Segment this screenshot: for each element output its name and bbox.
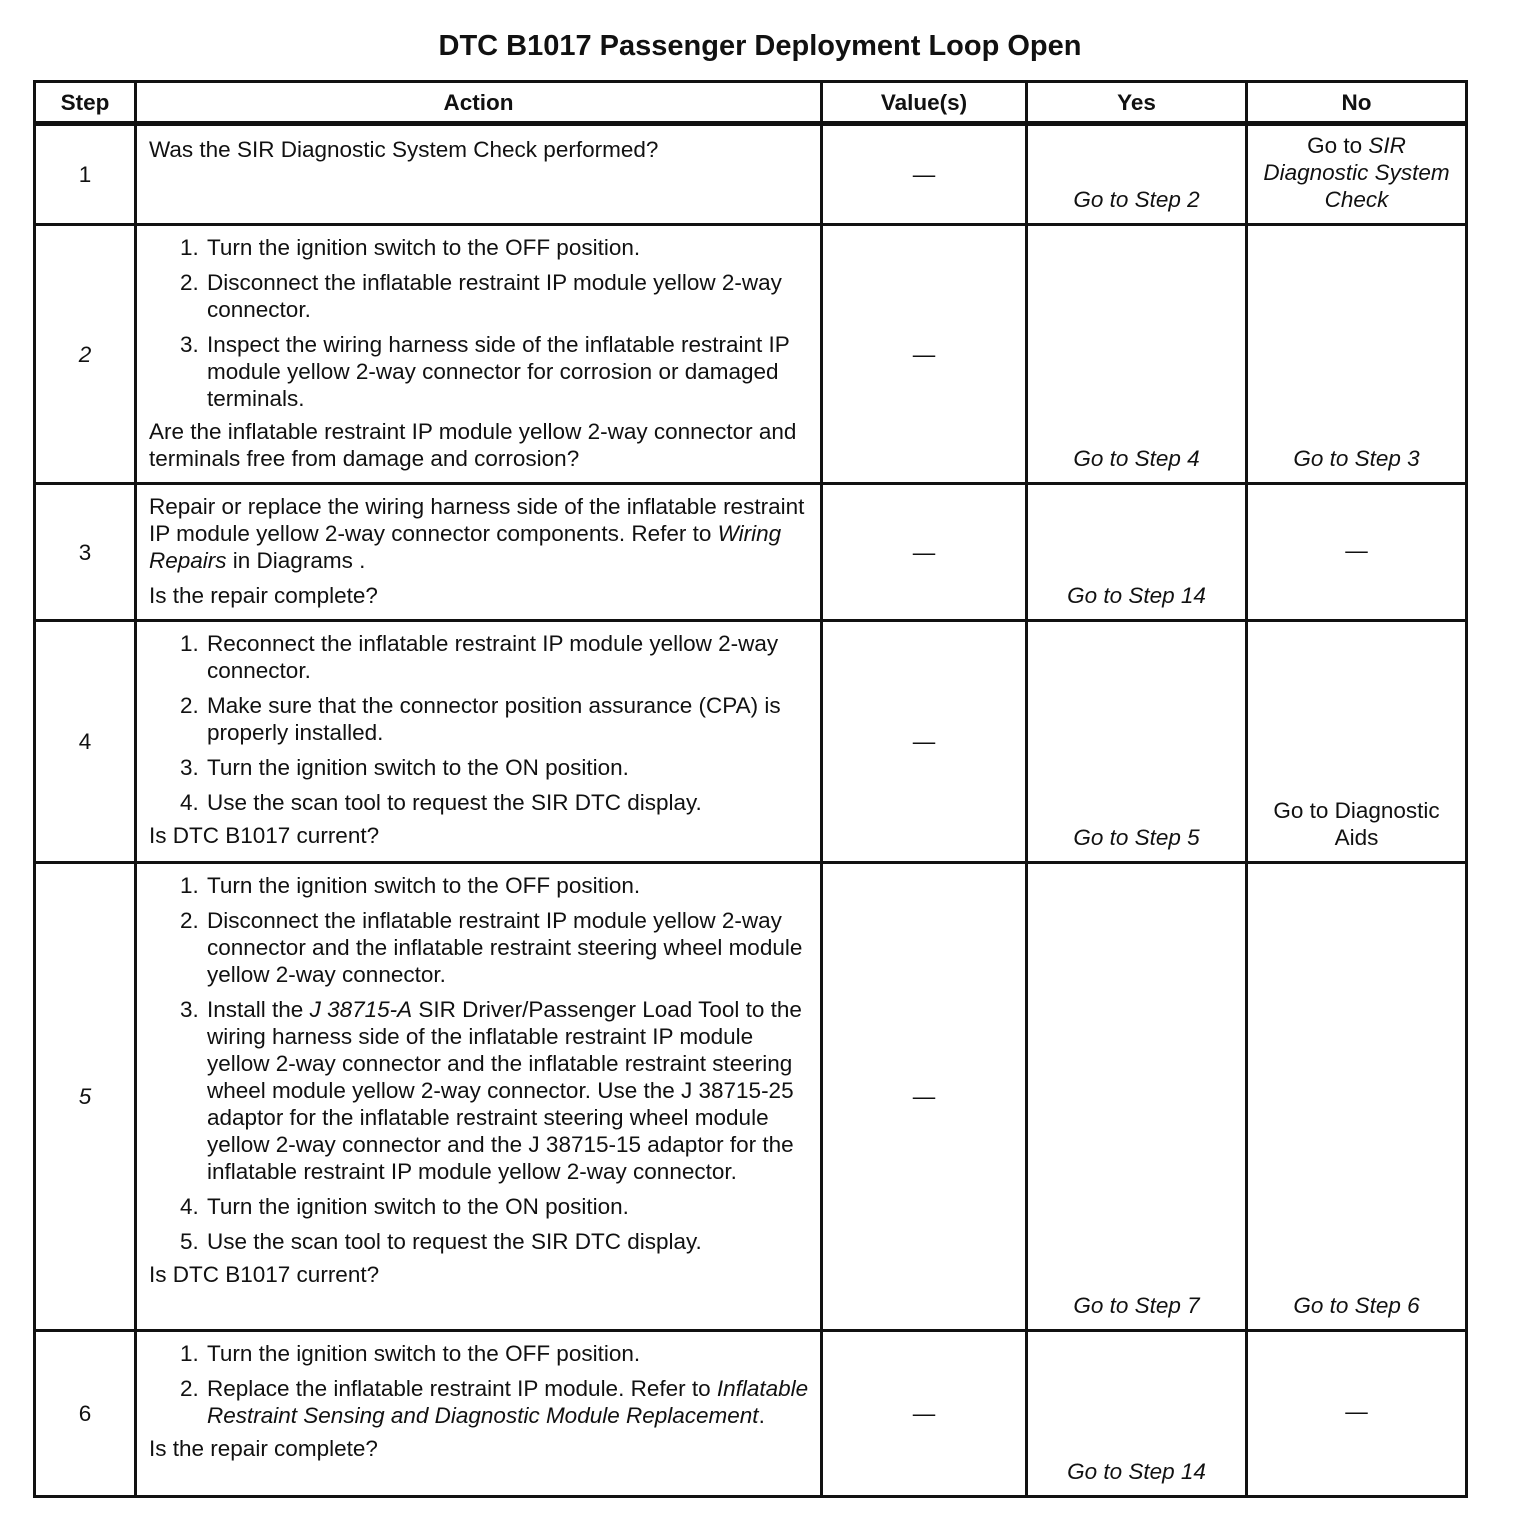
value-cell	[822, 225, 1027, 484]
action-step-item	[205, 1375, 810, 1429]
value-dash: —	[912, 729, 936, 754]
action-steps	[149, 872, 810, 1255]
action-text-part: Repair or replace the wiring harness side of the inflatable restraint IP module yellow 2-way connector components. Refer to	[149, 494, 805, 546]
step-number: 5	[35, 863, 136, 1331]
action-question: Are the inflatable restraint IP module yellow 2-way connector and terminals free from damage and corrosion?	[149, 419, 797, 471]
value-cell	[822, 124, 1027, 225]
action-step-item: 4. Use the scan tool to request the SIR DTC display.	[205, 789, 810, 816]
action-step-item: 5. Use the scan tool to request the SIR DTC display.	[205, 1228, 810, 1255]
value-cell	[822, 863, 1027, 1331]
header-action: Action	[136, 82, 822, 124]
yes-cell: Go to Step 2	[1027, 124, 1247, 225]
action-text-link: Wiring Repairs	[149, 521, 782, 573]
step-number: 2	[35, 225, 136, 484]
no-prefix: Go to	[1307, 133, 1369, 158]
header-step: Step	[35, 82, 136, 124]
step-number: 6	[35, 1331, 136, 1497]
table-row	[35, 1331, 1467, 1497]
action-step-item: 2. Make sure that the connector position assurance (CPA) is properly installed.	[205, 692, 810, 746]
diagnostic-table	[33, 80, 1468, 1498]
action-steps	[149, 1340, 810, 1429]
table-row	[35, 621, 1467, 863]
action-cell	[136, 863, 822, 1331]
action-step-item: 2. Disconnect the inflatable restraint IP module yellow 2-way connector.	[205, 269, 810, 323]
step-number: 4	[35, 621, 136, 863]
yes-cell: Go to Step 14	[1027, 484, 1247, 621]
action-text-part: Install the	[207, 997, 310, 1022]
action-step-item: 1. Turn the ignition switch to the OFF position.	[205, 872, 810, 899]
action-text-part: in Diagrams .	[226, 548, 366, 573]
no-cell: Go to Step 6	[1247, 863, 1467, 1331]
action-step-item: 4. Turn the ignition switch to the ON position.	[205, 1193, 810, 1220]
no-cell	[1247, 124, 1467, 225]
action-step-item: 1. Reconnect the inflatable restraint IP module yellow 2-way connector.	[205, 630, 810, 684]
action-step-item: 1. Turn the ignition switch to the OFF position.	[205, 234, 810, 261]
header-value: Value(s)	[822, 82, 1027, 124]
procedure-reference: Inflatable Restraint Sensing and Diagnostic Module Replacement	[207, 1376, 809, 1428]
action-cell	[136, 225, 822, 484]
yes-cell: Go to Step 14	[1027, 1331, 1247, 1497]
table-row	[35, 124, 1467, 225]
tool-reference: J 38715-A	[309, 997, 413, 1022]
value-dash: —	[912, 341, 936, 367]
value-cell	[822, 484, 1027, 621]
table-row	[35, 225, 1467, 484]
table-row	[35, 863, 1467, 1331]
value-cell	[822, 621, 1027, 863]
action-text	[149, 493, 810, 574]
action-steps	[149, 234, 810, 412]
value-dash: —	[912, 1084, 936, 1109]
page-title: DTC B1017 Passenger Deployment Loop Open	[438, 30, 1082, 62]
value-dash: —	[912, 539, 936, 565]
action-step-item: 3. Inspect the wiring harness side of the inflatable restraint IP module yellow 2-way connector for corrosion or damaged terminals.	[205, 331, 810, 412]
yes-cell: Go to Step 7	[1027, 863, 1247, 1331]
action-cell	[136, 124, 822, 225]
no-link: SIR Diagnostic System Check	[1263, 133, 1450, 212]
value-dash: —	[912, 1401, 936, 1426]
action-question: Is the repair complete?	[149, 583, 378, 608]
no-cell: —	[1247, 1331, 1467, 1497]
action-cell	[136, 1331, 822, 1497]
action-cell	[136, 484, 822, 621]
header-no: No	[1247, 82, 1467, 124]
action-step-item	[205, 996, 810, 1185]
step-number: 1	[35, 124, 136, 225]
action-text-part: SIR Driver/Passenger Load Tool to the wiring harness side of the inflatable restraint IP module yellow 2-way connector and the inflatable restraint steering wheel module yellow 2-way connector. Use the J 38715-25 adaptor for the inflatable restraint steering wheel module yellow 2-way connector and the J 38715-15 adaptor for the inflatable restraint IP module yellow 2-way connector.	[207, 997, 802, 1184]
header-yes: Yes	[1027, 82, 1247, 124]
action-step-item: 1. Turn the ignition switch to the OFF position.	[205, 1340, 810, 1367]
action-question: Is the repair complete?	[149, 1436, 378, 1461]
action-step-item: 3. Turn the ignition switch to the ON position.	[205, 754, 810, 781]
action-text-part: Replace the inflatable restraint IP module. Refer to	[207, 1376, 717, 1401]
value-dash: —	[912, 162, 936, 187]
action-question: Was the SIR Diagnostic System Check performed?	[149, 137, 659, 162]
header-row	[35, 82, 1467, 124]
action-question: Is DTC B1017 current?	[149, 1262, 380, 1287]
action-text-part: .	[758, 1403, 765, 1428]
table-row	[35, 484, 1467, 621]
yes-cell: Go to Step 5	[1027, 621, 1247, 863]
yes-cell: Go to Step 4	[1027, 225, 1247, 484]
action-question: Is DTC B1017 current?	[149, 823, 380, 848]
value-cell	[822, 1331, 1027, 1497]
no-cell: Go to Step 3	[1247, 225, 1467, 484]
step-number: 3	[35, 484, 136, 621]
no-cell: Go to Diagnostic Aids	[1247, 621, 1467, 863]
action-steps	[149, 630, 810, 816]
action-cell	[136, 621, 822, 863]
no-cell: —	[1247, 484, 1467, 621]
action-step-item: 2. Disconnect the inflatable restraint IP module yellow 2-way connector and the inflatable restraint steering wheel module yellow 2-way connector.	[205, 907, 810, 988]
